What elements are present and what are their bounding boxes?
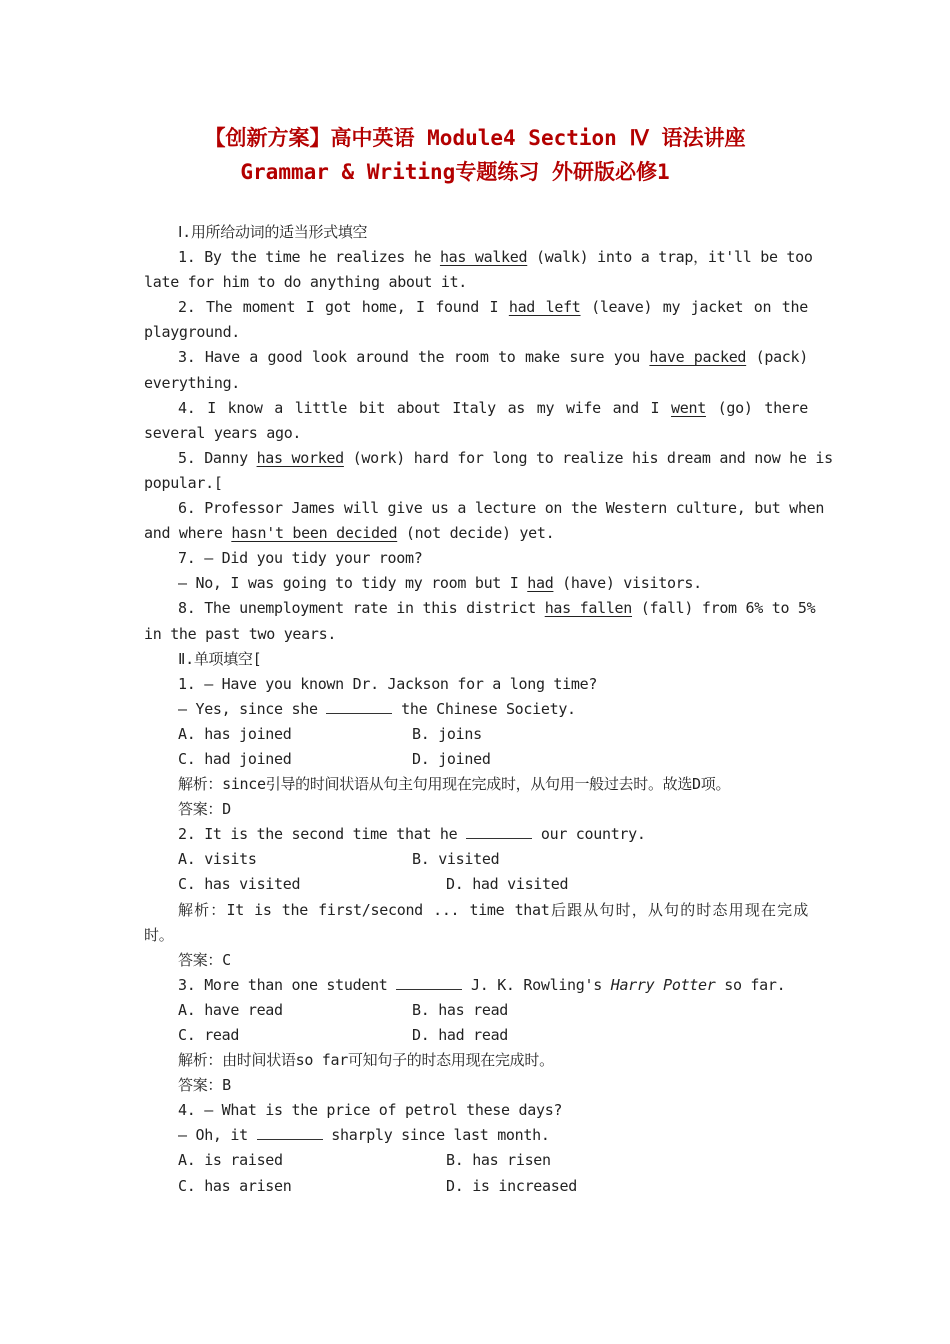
question-3-answer: 答案：B	[178, 1076, 231, 1095]
exercise-item-6: 6. Professor James will give us a lecture on the Western culture, but when	[178, 499, 825, 518]
answer-2: had left	[508, 298, 581, 317]
option-b: B. visited	[412, 850, 500, 869]
answer-blank	[396, 975, 462, 990]
option-c: C. has visited	[178, 875, 301, 894]
document-title-line-1: 【创新方案】高中英语 Module4 Section Ⅳ 语法讲座	[204, 126, 746, 150]
answer-5: has worked	[256, 448, 344, 467]
question-2-analysis: 解析：It is the first/second ... time that后跟从句时，从句的时态用现在完成	[178, 900, 808, 919]
question-1: 1. — Have you known Dr. Jackson for a long time?	[178, 674, 598, 693]
question-2-options-ab	[144, 847, 808, 872]
option-b: B. joins	[412, 724, 482, 743]
book-title: Harry Potter	[610, 975, 716, 994]
exercise-item-4-cont: several years ago.	[144, 423, 302, 442]
option-a: A. has joined	[178, 724, 292, 743]
section-2-heading: Ⅱ.单项填空[	[178, 649, 262, 668]
option-a: A. have read	[178, 1000, 283, 1019]
answer-1: has walked	[439, 248, 528, 267]
question-1-answer: 答案：D	[178, 800, 231, 819]
answer-7: had	[527, 574, 554, 593]
exercise-item-8: 8. The unemployment rate in this district has fallen (fall) from 6% to 5%	[178, 599, 816, 618]
option-b: B. has read	[412, 1000, 509, 1019]
question-1-options-ab	[144, 722, 808, 747]
exercise-item-7: 7. — Did you tidy your room?	[178, 549, 423, 568]
question-3-analysis: 解析：由时间状语so far可知句子的时态用现在完成时。	[178, 1051, 554, 1070]
answer-blank	[466, 824, 532, 839]
question-3: 3. More than one student J. K. Rowling's Harry Potter so far.	[178, 975, 786, 994]
section-1-heading: Ⅰ.用所给动词的适当形式填空	[178, 223, 368, 241]
exercise-item-5: 5. Danny has worked (work) hard for long to realize his dream and now he is	[178, 448, 833, 467]
answer-6: hasn't been decided	[231, 524, 398, 543]
option-a: A. is raised	[178, 1151, 283, 1170]
option-d: D. joined	[412, 749, 491, 768]
option-c: C. has arisen	[178, 1176, 292, 1195]
exercise-item-8-cont: in the past two years.	[144, 624, 337, 643]
option-a: A. visits	[178, 850, 257, 869]
option-b: B. has risen	[446, 1151, 551, 1170]
question-1-options-cd	[144, 747, 808, 772]
document-title-line-2: Grammar & Writing专题练习 外研版必修1	[240, 160, 670, 184]
option-c: C. had joined	[178, 749, 292, 768]
exercise-item-2: 2. The moment I got home, I found I had left (leave) my jacket on the	[178, 298, 808, 317]
question-1-reply: — Yes, since she the Chinese Society.	[178, 699, 576, 718]
option-d: D. is increased	[446, 1176, 577, 1195]
question-4: 4. — What is the price of petrol these days?	[178, 1101, 563, 1120]
exercise-item-2-cont: playground.	[144, 323, 241, 342]
answer-8: has fallen	[544, 599, 633, 618]
answer-3: have packed	[649, 348, 747, 367]
exercise-item-6-cont: and where hasn't been decided (not decide) yet.	[144, 524, 555, 543]
question-4-options-ab	[144, 1148, 808, 1173]
question-3-options-cd	[144, 1023, 808, 1048]
option-d: D. had visited	[446, 875, 569, 894]
question-2-answer: 答案：C	[178, 950, 231, 969]
question-2-options-cd	[144, 872, 808, 897]
exercise-item-5-cont: popular.[	[144, 473, 223, 492]
question-1-analysis: 解析：since引导的时间状语从句主句用现在完成时，从句用一般过去时。故选D项。	[178, 775, 731, 794]
option-d: D. had read	[412, 1026, 509, 1044]
option-c: C. read	[178, 1026, 240, 1044]
answer-blank	[257, 1125, 323, 1140]
exercise-item-3-cont: everything.	[144, 373, 241, 392]
exercise-item-1: 1. By the time he realizes he has walked (walk) into a trap，it'll be too	[178, 248, 813, 267]
answer-blank	[326, 699, 392, 714]
exercise-item-3: 3. Have a good look around the room to make sure you have packed (pack)	[178, 348, 808, 367]
exercise-item-1-cont: late for him to do anything about it.	[144, 273, 468, 292]
exercise-item-7-reply: — No, I was going to tidy my room but I had (have) visitors.	[178, 574, 702, 593]
exercise-body	[144, 220, 833, 1199]
question-3-options-ab	[144, 998, 808, 1023]
question-4-reply: — Oh, it sharply since last month.	[178, 1126, 550, 1145]
answer-4: went	[671, 398, 706, 417]
question-2: 2. It is the second time that he our country.	[178, 825, 646, 844]
question-4-options-cd	[144, 1174, 808, 1199]
exercise-item-4: 4. I know a little bit about Italy as my wife and I went (go) there	[178, 398, 808, 417]
question-2-analysis-cont: 时。	[144, 925, 174, 944]
